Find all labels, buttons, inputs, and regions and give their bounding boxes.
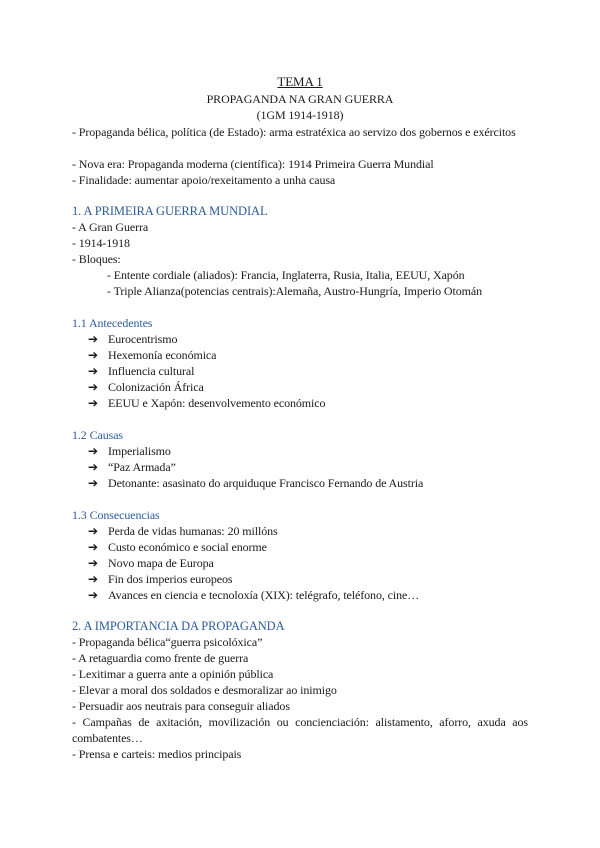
section2-line: - Prensa e carteis: medios principais xyxy=(72,747,242,761)
bloc-item: - Entente cordiale (aliados): Francia, Inglaterra, Rusia, Italia, EEUU, Xapón xyxy=(107,268,465,282)
arrow-icon: ➔ xyxy=(88,540,98,554)
subsection-heading-causas: 1.2 Causas xyxy=(72,428,123,442)
section2-line: - A retaguardia como frente de guerra xyxy=(72,651,249,665)
section2-line: - Elevar a moral dos soldados e desmoralizar ao inimigo xyxy=(72,683,337,697)
page-title: PROPAGANDA NA GRAN GUERRA xyxy=(206,92,394,106)
arrow-icon: ➔ xyxy=(88,588,98,602)
subsection-heading-antecedentes: 1.1 Antecedentes xyxy=(72,316,153,330)
bloc-item: - Triple Alianza(potencias centrais):Alemaña, Austro-Hungría, Imperio Otomán xyxy=(107,284,482,298)
arrow-icon: ➔ xyxy=(88,476,98,490)
section1-line: - 1914-1918 xyxy=(72,236,130,250)
intro-line-1: - Propaganda bélica, política (de Estado): arma estratéxica ao servizo dos gobernos e exércitos xyxy=(72,125,516,139)
list-item: ➔ Perda de vidas humanas: 20 millóns xyxy=(88,524,278,538)
list-item: ➔ Avances en ciencia e tecnoloxía (XIX): telégrafo, teléfono, cine… xyxy=(88,588,420,602)
list-item: ➔ Eurocentrismo xyxy=(88,332,178,346)
list-item: ➔ Colonización África xyxy=(88,380,204,394)
arrow-icon: ➔ xyxy=(88,444,98,458)
arrow-icon: ➔ xyxy=(88,332,98,346)
list-item: ➔ Detonante: asasinato do arquiduque Francisco Fernando de Austria xyxy=(88,476,424,490)
arrow-icon: ➔ xyxy=(88,556,98,570)
arrow-icon: ➔ xyxy=(88,396,98,410)
page-subtitle: (1GM 1914-1918) xyxy=(256,108,344,122)
arrow-icon: ➔ xyxy=(88,572,98,586)
tema-label: TEMA 1 xyxy=(277,74,323,89)
intro-line-2: - Nova era: Propaganda moderna (científica): 1914 Primeira Guerra Mundial xyxy=(72,157,434,171)
arrow-icon: ➔ xyxy=(88,364,98,378)
section2-line: - Lexitimar a guerra ante a opinión pública xyxy=(72,667,274,681)
arrow-icon: ➔ xyxy=(88,460,98,474)
section2-line: - Campañas de axitación, movilización ou concienciación: alistamento, aforro, axuda aos combatentes… xyxy=(72,715,528,745)
arrow-icon: ➔ xyxy=(88,380,98,394)
section2-line: - Propaganda bélica“guerra psicolóxica” xyxy=(72,635,263,649)
list-item: ➔ Imperialismo xyxy=(88,444,171,458)
section-heading-1: 1. A PRIMEIRA GUERRA MUNDIAL xyxy=(72,204,268,218)
list-item: ➔ Hexemonía económica xyxy=(88,348,217,362)
arrow-icon: ➔ xyxy=(88,348,98,362)
section1-line: - Bloques: xyxy=(72,252,121,266)
section2-line: - Persuadir aos neutrais para conseguir aliados xyxy=(72,699,290,713)
list-item: ➔ Fin dos imperios europeos xyxy=(88,572,233,586)
intro-line-3: - Finalidade: aumentar apoio/rexeitamento a unha causa xyxy=(72,173,336,187)
section1-line: - A Gran Guerra xyxy=(72,220,149,234)
list-item: ➔ EEUU e Xapón: desenvolvemento económico xyxy=(88,396,326,410)
arrow-icon: ➔ xyxy=(88,524,98,538)
subsection-heading-consecuencias: 1.3 Consecuencias xyxy=(72,508,160,522)
list-item: ➔ Novo mapa de Europa xyxy=(88,556,214,570)
section-heading-2: 2. A IMPORTANCIA DA PROPAGANDA xyxy=(72,619,285,633)
list-item: ➔ Custo económico e social enorme xyxy=(88,540,267,554)
list-item: ➔ Influencia cultural xyxy=(88,364,195,378)
list-item: ➔ “Paz Armada” xyxy=(88,460,176,474)
